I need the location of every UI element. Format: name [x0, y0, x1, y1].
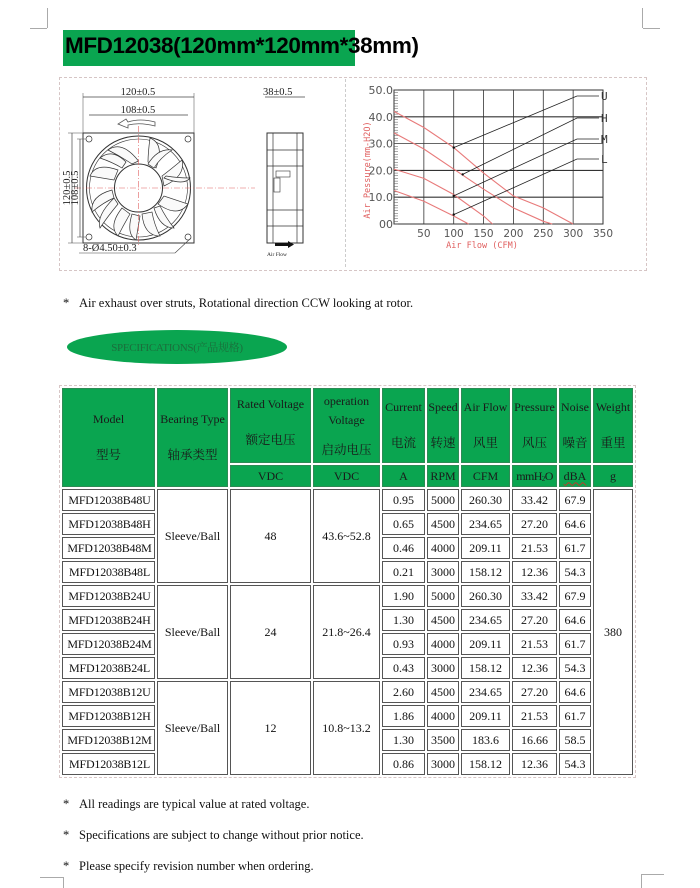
cell-model: MFD12038B12M [62, 729, 155, 751]
page-title: MFD12038(120mm*120mm*38mm) [65, 33, 419, 58]
dim-inner-height: 108±0.5 [70, 170, 81, 206]
cell-pressure: 21.53 [512, 633, 557, 655]
y-tick-label: 50.0 [368, 84, 393, 97]
y-tick-label: 20.0 [368, 164, 393, 178]
specifications-label: SPECIFICATIONS(产品规格) [111, 342, 243, 354]
cell-noise: 64.6 [559, 513, 591, 535]
leader-line-U [454, 96, 599, 148]
leader-dot [453, 146, 455, 148]
header-pressure: Pressure 风压 [512, 388, 557, 463]
cell-speed: 3500 [427, 729, 459, 751]
cell-airflow: 158.12 [461, 561, 510, 583]
unit-pressure: mmH2O [512, 465, 557, 487]
dim-holes: 8-Ø4.50±0.3 [83, 243, 137, 254]
cell-pressure: 16.66 [512, 729, 557, 751]
table-row [62, 585, 633, 607]
table-row [62, 489, 633, 511]
cell-speed: 4500 [427, 609, 459, 631]
table-row [62, 681, 633, 703]
cell-model: MFD12038B12L [62, 753, 155, 775]
crop-mark [643, 28, 660, 29]
cell-speed: 4500 [427, 513, 459, 535]
cell-airflow: 209.11 [461, 633, 510, 655]
header-operation-voltage: operation Voltage 启动电压 [313, 388, 380, 463]
cell-airflow: 260.30 [461, 585, 510, 607]
cell-operation-voltage: 43.6~52.8 [313, 489, 380, 583]
cell-noise: 54.3 [559, 657, 591, 679]
header-model: Model 型号 [62, 388, 155, 487]
cell-model: MFD12038B24U [62, 585, 155, 607]
cell-bearing: Sleeve/Ball [157, 489, 228, 583]
airflow-label: Air Flow [267, 252, 288, 258]
cell-speed: 4000 [427, 537, 459, 559]
cell-noise: 54.3 [559, 753, 591, 775]
x-tick-label: 50 [417, 228, 431, 240]
cell-pressure: 27.20 [512, 609, 557, 631]
cell-noise: 61.7 [559, 537, 591, 559]
header-speed: Speed 转速 [427, 388, 459, 463]
cell-airflow: 234.65 [461, 513, 510, 535]
cell-pressure: 33.42 [512, 585, 557, 607]
cell-current: 1.86 [382, 705, 425, 727]
crop-mark [47, 8, 48, 28]
cell-model: MFD12038B48M [62, 537, 155, 559]
cell-operation-voltage: 21.8~26.4 [313, 585, 380, 679]
series-label-U: U [601, 90, 608, 103]
x-axis-label: Air Flow (CFM) [446, 241, 518, 251]
cell-airflow: 209.11 [461, 705, 510, 727]
cell-bearing: Sleeve/Ball [157, 681, 228, 775]
cell-noise: 64.6 [559, 609, 591, 631]
cell-pressure: 12.36 [512, 561, 557, 583]
cell-speed: 3000 [427, 753, 459, 775]
crop-mark [30, 28, 47, 29]
curve-H [394, 133, 552, 224]
leader-line-H [463, 118, 599, 174]
cell-airflow: 260.30 [461, 489, 510, 511]
y-tick-label: 00 [379, 218, 393, 231]
unit-current: A [382, 465, 425, 487]
cell-current: 1.30 [382, 729, 425, 751]
cell-pressure: 21.53 [512, 705, 557, 727]
dim-outer-height: 120±0.5 [62, 170, 73, 206]
cell-speed: 5000 [427, 585, 459, 607]
cell-model: MFD12038B48H [62, 513, 155, 535]
leader-dot [453, 195, 455, 197]
series-label-M: M [601, 133, 608, 146]
performance-chart [347, 78, 643, 268]
dim-inner-width: 108±0.5 [120, 105, 156, 116]
cell-model: MFD12038B24L [62, 657, 155, 679]
x-tick-label: 150 [473, 228, 494, 240]
cell-speed: 3000 [427, 561, 459, 583]
cell-current: 2.60 [382, 681, 425, 703]
cell-current: 0.21 [382, 561, 425, 583]
y-tick-label: 30.0 [368, 137, 393, 151]
cell-pressure: 21.53 [512, 537, 557, 559]
cell-current: 0.93 [382, 633, 425, 655]
cell-speed: 4000 [427, 633, 459, 655]
spec-table [59, 385, 636, 778]
rotation-arrow-icon [118, 119, 155, 128]
dim-outer-width: 120±0.5 [120, 87, 156, 98]
cell-airflow: 158.12 [461, 753, 510, 775]
leader-dot [453, 213, 455, 215]
cell-airflow: 183.6 [461, 729, 510, 751]
cell-weight: 380 [593, 489, 633, 775]
x-tick-label: 350 [592, 228, 614, 240]
cell-noise: 61.7 [559, 705, 591, 727]
cell-noise: 67.9 [559, 585, 591, 607]
header-bearing: Bearing Type 轴承类型 [157, 388, 228, 487]
cell-noise: 64.6 [559, 681, 591, 703]
y-axis-label: Air Pessure(mm-H2O) [363, 121, 373, 219]
cell-rated-voltage: 24 [230, 585, 311, 679]
cell-operation-voltage: 10.8~13.2 [313, 681, 380, 775]
series-label-L: L [601, 153, 608, 166]
figure-divider [345, 79, 346, 267]
y-tick-label: 40.0 [368, 110, 393, 124]
specifications-badge [67, 330, 287, 364]
crop-mark [641, 874, 664, 875]
leader-line-L [454, 159, 599, 215]
cell-model: MFD12038B12U [62, 681, 155, 703]
cell-rated-voltage: 48 [230, 489, 311, 583]
y-tick-label: 10.0 [368, 191, 393, 205]
cell-airflow: 209.11 [461, 537, 510, 559]
cell-airflow: 234.65 [461, 681, 510, 703]
note-text: Specifications are subject to change without prior notice. [79, 828, 364, 842]
cell-current: 0.86 [382, 753, 425, 775]
curve-L [394, 191, 469, 225]
leader-dot [461, 173, 463, 175]
cell-pressure: 27.20 [512, 513, 557, 535]
x-tick-label: 200 [503, 228, 524, 240]
unit-rated: VDC [230, 465, 311, 487]
header-rated-voltage: Rated Voltage 额定电压 [230, 388, 311, 463]
cell-speed: 4500 [427, 681, 459, 703]
header-current: Current 电流 [382, 388, 425, 463]
cell-pressure: 33.42 [512, 489, 557, 511]
bullet-star: * [63, 296, 70, 310]
unit-airflow: CFM [461, 465, 510, 487]
crop-mark [641, 874, 642, 888]
unit-noise: dBA [559, 465, 591, 487]
page-title-bar [63, 30, 419, 66]
series-label-H: H [601, 112, 608, 125]
header-noise: Noise 噪音 [559, 388, 591, 463]
cell-bearing: Sleeve/Ball [157, 585, 228, 679]
crop-mark [63, 877, 64, 888]
cell-current: 0.46 [382, 537, 425, 559]
cell-noise: 67.9 [559, 489, 591, 511]
cell-speed: 3000 [427, 657, 459, 679]
fan-side-view [267, 133, 303, 243]
cell-model: MFD12038B48U [62, 489, 155, 511]
cell-airflow: 234.65 [461, 609, 510, 631]
cell-model: MFD12038B24H [62, 609, 155, 631]
cell-noise: 61.7 [559, 633, 591, 655]
fan-dimension-drawing [60, 78, 345, 268]
unit-weight: g [593, 465, 633, 487]
note-text: Please specify revision number when ordering. [79, 859, 314, 873]
cell-model: MFD12038B12H [62, 705, 155, 727]
crop-mark [642, 8, 643, 28]
cell-current: 1.30 [382, 609, 425, 631]
note-text: All readings are typical value at rated voltage. [79, 797, 310, 811]
unit-speed: RPM [427, 465, 459, 487]
cell-current: 1.90 [382, 585, 425, 607]
header-airflow: Air Flow 风里 [461, 388, 510, 463]
cell-model: MFD12038B24M [62, 633, 155, 655]
header-weight: Weight 重里 [593, 388, 633, 463]
cell-speed: 5000 [427, 489, 459, 511]
x-tick-label: 300 [563, 228, 584, 240]
crop-mark [40, 877, 63, 878]
cell-airflow: 158.12 [461, 657, 510, 679]
cell-pressure: 12.36 [512, 657, 557, 679]
cell-noise: 58.5 [559, 729, 591, 751]
cell-speed: 4000 [427, 705, 459, 727]
cell-model: MFD12038B48L [62, 561, 155, 583]
cell-pressure: 12.36 [512, 753, 557, 775]
cell-current: 0.95 [382, 489, 425, 511]
note-text: Air exhaust over struts, Rotational direction CCW looking at rotor. [79, 296, 414, 310]
cell-pressure: 27.20 [512, 681, 557, 703]
cell-current: 0.65 [382, 513, 425, 535]
curve-M [394, 169, 493, 224]
cell-noise: 54.3 [559, 561, 591, 583]
x-tick-label: 100 [443, 228, 464, 240]
dim-depth: 38±0.5 [263, 87, 293, 98]
unit-operation: VDC [313, 465, 380, 487]
cell-rated-voltage: 12 [230, 681, 311, 775]
x-tick-label: 250 [533, 228, 554, 240]
cell-current: 0.43 [382, 657, 425, 679]
leader-line-M [454, 139, 599, 196]
